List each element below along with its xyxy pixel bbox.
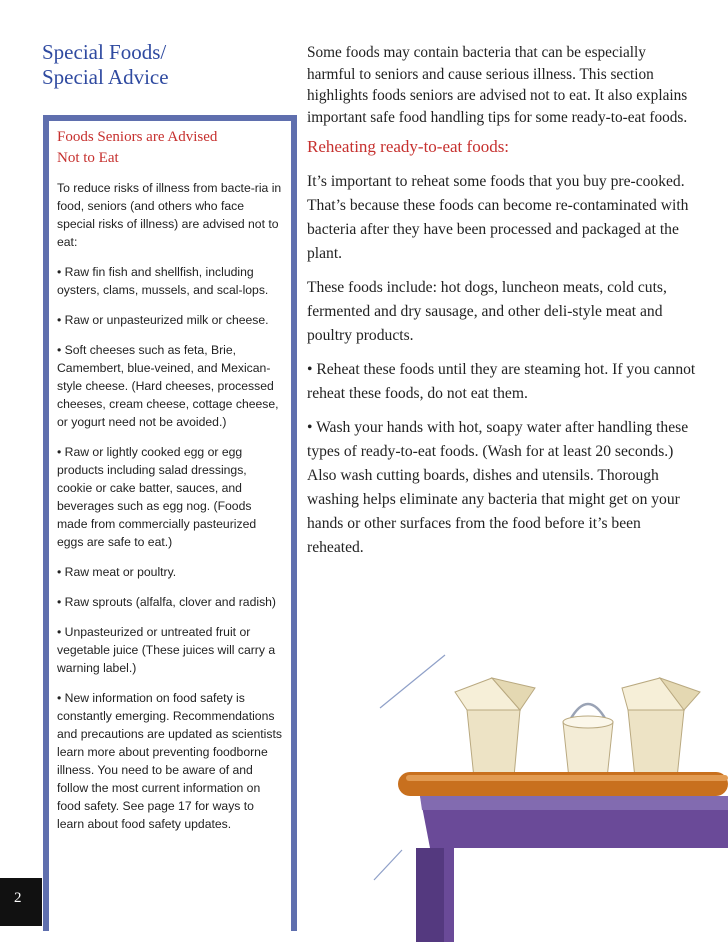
sidebar-title-line-1: Foods Seniors are Advised <box>57 129 218 145</box>
list-item: • Raw fin fish and shellfish, including oysters, clams, mussels, and scal-lops. <box>57 265 269 297</box>
sidebar-box <box>43 115 297 931</box>
section-heading: Reheating ready-to-eat foods: <box>307 137 510 156</box>
sidebar-intro: To reduce risks of illness from bacte-ria in food, seniors (and others who face special risks of illness) are advised not to eat: <box>57 181 282 249</box>
main-intro: Some foods may contain bacteria that can be especially harmful to seniors and cause serious illness. This section highlights foods seniors are advised not to eat. It also explains important safe food handling tips for some ready-to-eat foods. <box>307 44 688 126</box>
main-paragraph: • Reheat these foods until they are steaming hot. If you cannot reheat these foods, do not eat them. <box>307 361 696 402</box>
main-paragraph: It’s important to reheat some foods that you buy pre-cooked. That’s because these foods can become re-contaminated with bacteria after they have been processed and packaged at the plant. <box>307 173 689 262</box>
list-item: • New information on food safety is constantly emerging. Recommendations and precautions are updated as scientists learn more about preventing foodborne illness. You need to be aware of and follow the most current information on food safety. See page 17 for ways to learn about food safety updates. <box>57 691 282 831</box>
page-title-line-1: Special Foods/ <box>42 40 167 64</box>
list-item: • Raw sprouts (alfalfa, clover and radish) <box>57 595 276 609</box>
list-item: • Soft cheeses such as feta, Brie, Camembert, blue-veined, and Mexican-style cheese. (Hard cheeses, processed cheeses, cream cheese, cottage cheese, or yogurt need not be avoided.) <box>57 343 279 429</box>
list-item: • Raw meat or poultry. <box>57 565 177 579</box>
list-item: • Raw or unpasteurized milk or cheese. <box>57 313 269 327</box>
sidebar-body <box>57 179 283 833</box>
list-item: • Raw or lightly cooked egg or egg products including salad dressings, cookie or cake batter, sauces, and beverages such as egg nog. (Foods made from commercially pasteurized eggs are safe to eat.) <box>57 445 257 549</box>
page-number: 2 <box>14 890 22 906</box>
page-number-tab <box>0 878 42 926</box>
page-title-line-2: Special Advice <box>42 65 169 89</box>
list-item: • Unpasteurized or untreated fruit or vegetable juice (These juices will carry a warning label.) <box>57 625 276 675</box>
main-paragraph: • Wash your hands with hot, soapy water after handling these types of ready-to-eat foods. (Wash for at least 20 seconds.) Also wash cutting boards, dishes and utensils. Thorough washing helps eliminate any bacteria that might get on your hands or other surfaces from the food before it’s been reheated. <box>307 419 689 556</box>
main-column <box>307 42 697 570</box>
sidebar-title-line-2: Not to Eat <box>57 150 119 166</box>
sidebar-title <box>57 127 291 169</box>
main-paragraph: These foods include: hot dogs, luncheon meats, cold cuts, fermented and dry sausage, and other deli-style meat and poultry products. <box>307 279 667 344</box>
take-out-containers-on-table-icon <box>360 600 728 942</box>
page-title <box>42 40 169 90</box>
